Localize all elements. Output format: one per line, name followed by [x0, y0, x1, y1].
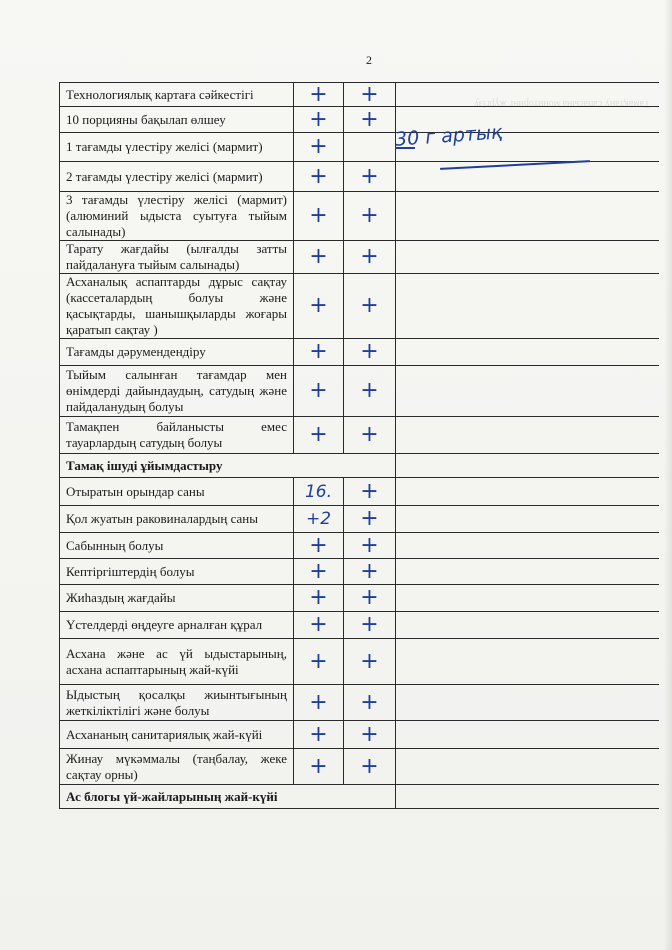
handwritten-mark: +: [309, 753, 328, 779]
handwritten-mark: +: [309, 378, 328, 403]
mark-cell-b: [344, 107, 396, 133]
mark-cell-a: [294, 506, 344, 533]
table-row: [60, 749, 659, 785]
table-row: [60, 639, 659, 685]
mark-cell-a: [294, 192, 344, 241]
handwritten-mark: +: [309, 244, 328, 269]
mark-cell-b: [344, 685, 396, 721]
table-cell-empty: [396, 559, 659, 585]
handwritten-mark: +: [360, 293, 379, 318]
handwritten-mark: +: [360, 81, 379, 107]
handwritten-mark: +: [360, 753, 379, 779]
table-cell-empty: [396, 585, 659, 612]
handwritten-mark: +: [309, 339, 328, 364]
handwritten-mark: +: [309, 612, 328, 637]
mark-cell-b: [344, 639, 396, 685]
section-row: [60, 454, 659, 478]
mark-cell-b: [344, 559, 396, 585]
table-cell-empty: [396, 721, 659, 749]
handwritten-mark: +: [360, 244, 379, 269]
handwritten-mark: +: [309, 585, 328, 610]
table-cell-empty: [396, 749, 659, 785]
mark-cell-a: [294, 685, 344, 721]
table-row: [60, 612, 659, 639]
mark-cell-a: [294, 612, 344, 639]
mark-cell-b: [344, 749, 396, 785]
table-cell-empty: [396, 506, 659, 533]
table-row: [60, 559, 659, 585]
table-cell-empty: [396, 241, 659, 274]
table-row: [60, 133, 659, 162]
criterion-label: 10 порцияны бақылап өлшеу: [60, 107, 294, 133]
handwritten-mark: +: [360, 612, 379, 637]
mark-cell-a: [294, 107, 344, 133]
handwritten-mark: +: [309, 163, 328, 189]
mark-cell-b: [344, 241, 396, 274]
mark-cell-a: [294, 366, 344, 417]
table-cell-empty: [396, 785, 659, 809]
mark-cell-b: [344, 478, 396, 506]
mark-cell-a: [294, 585, 344, 612]
table-row: [60, 192, 659, 241]
table-cell-empty: [396, 83, 659, 107]
handwritten-mark: +: [360, 203, 379, 228]
handwritten-note: 30 г артық: [394, 121, 504, 151]
criterion-label: Асханалық аспаптарды дұрыс сақтау (кассеталардың болуы және қасықтарды, шанышқыларды жоғары қаратып сақтау ): [60, 274, 294, 339]
criterion-label: Тағамды дәрумендендіру: [60, 339, 294, 366]
table-row: [60, 241, 659, 274]
handwritten-mark: +: [360, 378, 379, 403]
mark-cell-a: [294, 639, 344, 685]
handwritten-mark: +2: [305, 509, 332, 529]
page-number: 2: [366, 53, 372, 67]
handwritten-mark: 16.: [304, 481, 333, 502]
mark-cell-b: [344, 585, 396, 612]
handwritten-mark: +: [309, 721, 328, 747]
handwritten-mark: +: [360, 532, 379, 558]
table-row: [60, 107, 659, 133]
table-row: [60, 274, 659, 339]
criterion-label: 2 тағамды үлестіру желісі (мармит): [60, 162, 294, 192]
criterion-label: 1 тағамды үлестіру желісі (мармит): [60, 133, 294, 162]
mark-cell-b: [344, 721, 396, 749]
mark-cell-b: [344, 83, 396, 107]
mark-cell-a: [294, 162, 344, 192]
criterion-label: Қол жуатын раковиналардың саны: [60, 506, 294, 533]
handwritten-mark: +: [309, 558, 328, 584]
table-row: [60, 478, 659, 506]
criterion-label: Кептіргіштердің болуы: [60, 559, 294, 585]
mark-cell-b: [344, 366, 396, 417]
mark-cell-b: [344, 612, 396, 639]
mark-cell-b: [344, 339, 396, 366]
mark-cell-b: [344, 192, 396, 241]
mark-cell-b: [344, 133, 396, 162]
criterion-label: Сабынның болуы: [60, 533, 294, 559]
handwritten-mark: +: [360, 106, 379, 132]
section-row: [60, 785, 659, 809]
criterion-label: 3 тағамды үлестіру желісі (мармит) (алюминий ыдыста суытуға тыйым салынады): [60, 192, 294, 241]
table-cell-empty: [396, 533, 659, 559]
mark-cell-a: [294, 417, 344, 454]
handwritten-mark: +: [309, 422, 328, 447]
table-cell-empty: [396, 639, 659, 685]
table-row: [60, 585, 659, 612]
criterion-label: Асхананың санитариялық жай-күйі: [60, 721, 294, 749]
mark-cell-a: [294, 559, 344, 585]
handwritten-mark: +: [309, 81, 328, 107]
mark-cell-b: [344, 506, 396, 533]
table-row: [60, 685, 659, 721]
table-row: [60, 533, 659, 559]
handwritten-mark: +: [309, 134, 328, 159]
mark-cell-b: [344, 533, 396, 559]
table-row: [60, 366, 659, 417]
handwritten-mark: +: [360, 478, 379, 504]
mark-cell-a: [294, 241, 344, 274]
criterion-label: Асхана және ас үй ыдыстарының, асхана аспаптарының жай-күйі: [60, 639, 294, 685]
table-cell-empty: [396, 478, 659, 506]
page-edge-shadow: [664, 0, 672, 950]
criterion-label: Үстелдерді өңдеуге арналған құрал: [60, 612, 294, 639]
handwritten-mark: +: [360, 339, 379, 364]
mark-cell-a: [294, 274, 344, 339]
mark-cell-a: [294, 339, 344, 366]
handwritten-mark: +: [360, 163, 379, 189]
mark-cell-a: [294, 721, 344, 749]
table-cell-empty: [396, 366, 659, 417]
mark-cell-b: [344, 417, 396, 454]
criterion-label: Технологиялық картаға сәйкестігі: [60, 83, 294, 107]
handwritten-mark: +: [309, 106, 328, 132]
mark-cell-b: [344, 274, 396, 339]
table-row: [60, 162, 659, 192]
table-row: [60, 506, 659, 533]
handwritten-mark: +: [360, 506, 379, 531]
checklist-table: [59, 82, 659, 809]
handwritten-mark: +: [309, 203, 328, 228]
handwritten-mark: +: [360, 648, 379, 674]
table-cell-empty: [396, 274, 659, 339]
handwritten-mark: +: [309, 532, 328, 558]
section-heading: Тамақ ішуді ұйымдастыру: [60, 454, 396, 478]
table-cell-empty: [396, 192, 659, 241]
criterion-label: Ыдыстың қосалқы жиынтығының жеткіліктілігі және болуы: [60, 685, 294, 721]
mark-cell-a: [294, 133, 344, 162]
mark-cell-b: [344, 162, 396, 192]
criterion-label: Жинау мүкәммалы (таңбалау, жеке сақтау орны): [60, 749, 294, 785]
section-heading: Ас блогы үй-жайларының жай-күйі: [60, 785, 396, 809]
mark-cell-a: [294, 478, 344, 506]
table-row: [60, 339, 659, 366]
handwritten-mark: +: [360, 558, 379, 584]
mark-cell-a: [294, 533, 344, 559]
table-cell-empty: [396, 612, 659, 639]
table-cell-empty: [396, 162, 659, 192]
criterion-label: Тарату жағдайы (ылғалды затты пайдалануға тыйым салынады): [60, 241, 294, 274]
mark-cell-a: [294, 83, 344, 107]
table-cell-empty: [396, 417, 659, 454]
handwritten-mark: +: [309, 648, 328, 674]
handwritten-mark: +: [360, 422, 379, 447]
table-row: [60, 83, 659, 107]
handwritten-mark: +: [309, 689, 328, 715]
criterion-label: Жиһаздың жағдайы: [60, 585, 294, 612]
table-cell-empty: [396, 339, 659, 366]
handwritten-mark: +: [360, 585, 379, 610]
criterion-label: Отыратын орындар саны: [60, 478, 294, 506]
bleed-through-heading: Тамақтану сапасына мониторинг жүргізу: [474, 98, 650, 109]
mark-cell-a: [294, 749, 344, 785]
table-row: [60, 417, 659, 454]
criterion-label: Тамақпен байланысты емес тауарлардың сатудың болуы: [60, 417, 294, 454]
table-cell-empty: [396, 685, 659, 721]
criterion-label: Тыйым салынған тағамдар мен өнімдерді дайындаудың, сатудың және пайдаланудың болуы: [60, 366, 294, 417]
handwritten-mark: +: [309, 293, 328, 318]
handwritten-mark: +: [360, 721, 379, 747]
handwritten-mark: +: [360, 689, 379, 715]
table-row: [60, 721, 659, 749]
table-cell-empty: [396, 454, 659, 478]
